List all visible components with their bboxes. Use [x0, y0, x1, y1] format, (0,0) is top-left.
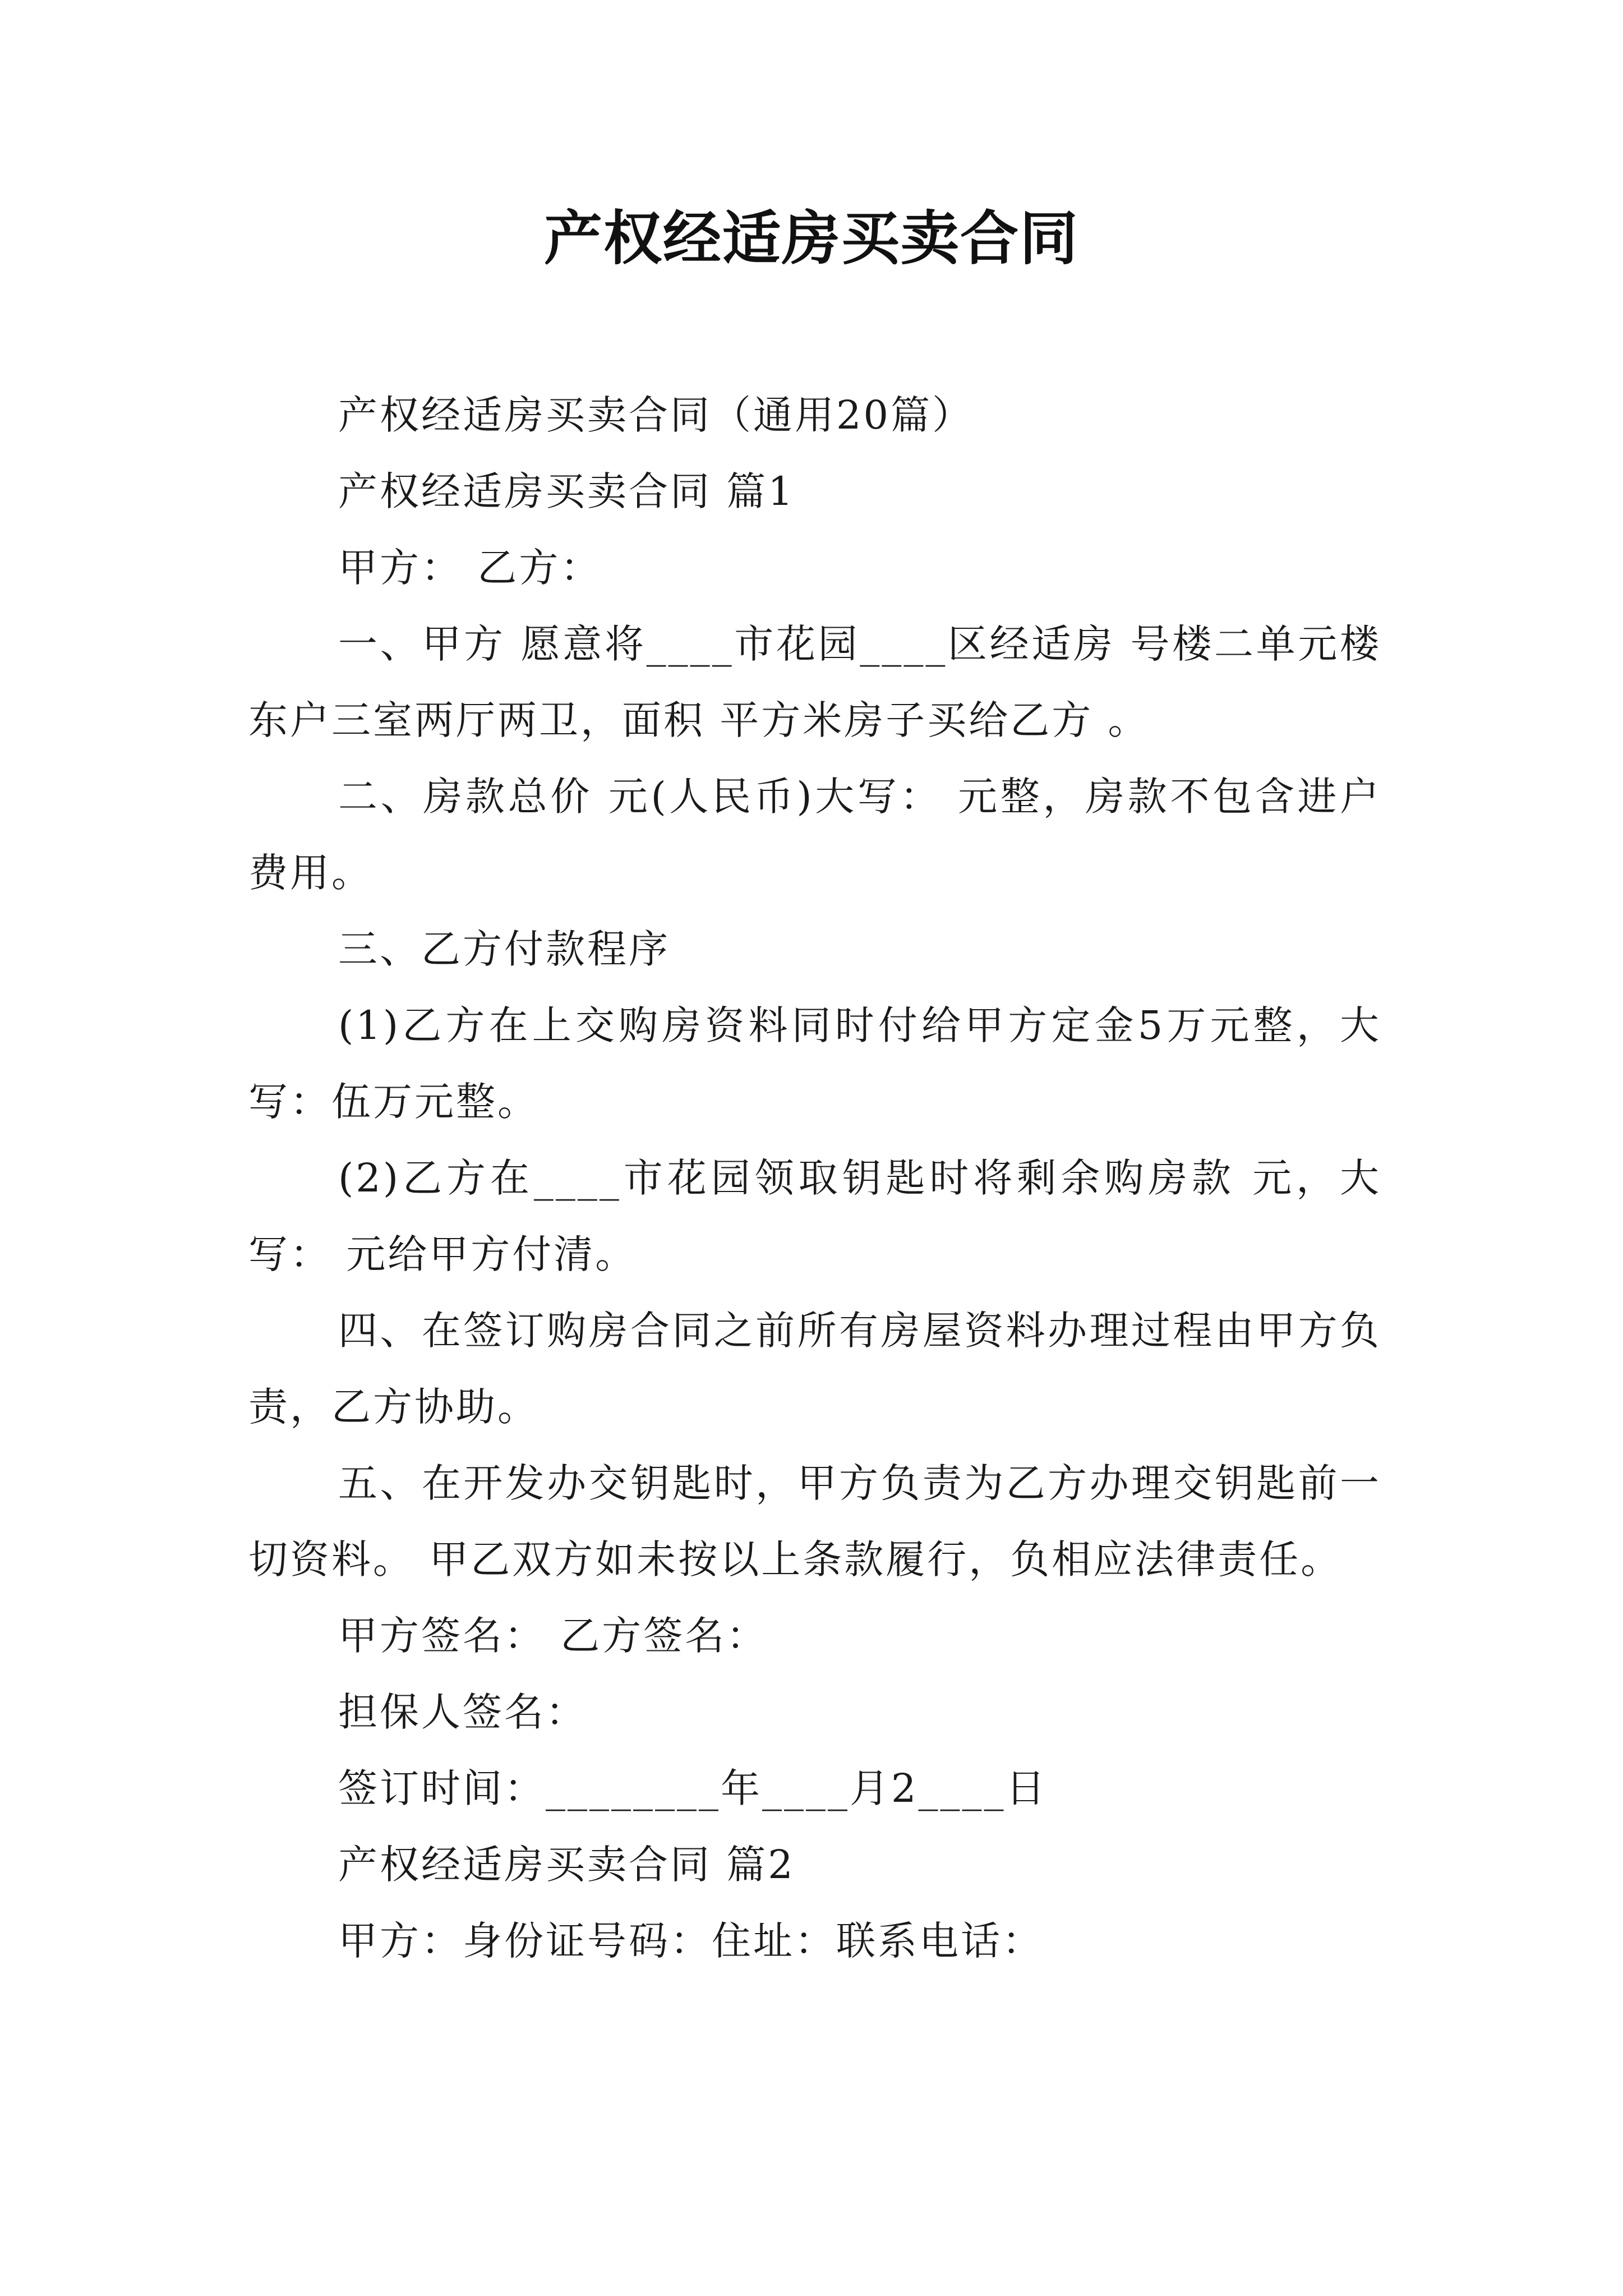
document-body [248, 377, 1381, 1979]
parties-line: 甲方： 乙方： [338, 545, 602, 591]
clause-4: 四、在签订购房合同之前所有房屋资料办理过程由甲方负责，乙方协助。 [248, 1308, 1381, 1430]
party-a-details-line: 甲方：身份证号码：住址：联系电话： [338, 1918, 1044, 1964]
clause-3-item-1: (1)乙方在上交购房资料同时付给甲方定金5万元整，大写：伍万元整。 [248, 1002, 1381, 1125]
subtitle-paragraph: 产权经适房买卖合同（通用20篇） [338, 392, 974, 438]
guarantor-signature-line: 担保人签名： [338, 1689, 587, 1735]
section-heading-2: 产权经适房买卖合同 篇2 [338, 1842, 795, 1888]
clause-1: 一、甲方 愿意将____市花园____区经适房 号楼二单元楼东户三室两厅两卫，面积 平方米房子买给乙方 。 [248, 621, 1381, 743]
clause-3-heading: 三、乙方付款程序 [338, 926, 670, 972]
document-title: 产权经适房买卖合同 [543, 204, 1079, 273]
signature-line: 甲方签名： 乙方签名： [338, 1613, 768, 1659]
section-heading: 产权经适房买卖合同 篇1 [338, 468, 795, 514]
clause-5: 五、在开发办交钥匙时，甲方负责为乙方办理交钥匙前一切资料。 甲乙双方如未按以上条款履行，负相应法律责任。 [248, 1460, 1381, 1582]
signing-date-line: 签订时间：________年____月2____日 [338, 1765, 1048, 1811]
clause-3-item-2: (2)乙方在____市花园领取钥匙时将剩余购房款 元，大写： 元给甲方付清。 [248, 1155, 1381, 1277]
clause-2: 二、房款总价 元(人民币)大写： 元整，房款不包含进户费用。 [248, 774, 1381, 896]
